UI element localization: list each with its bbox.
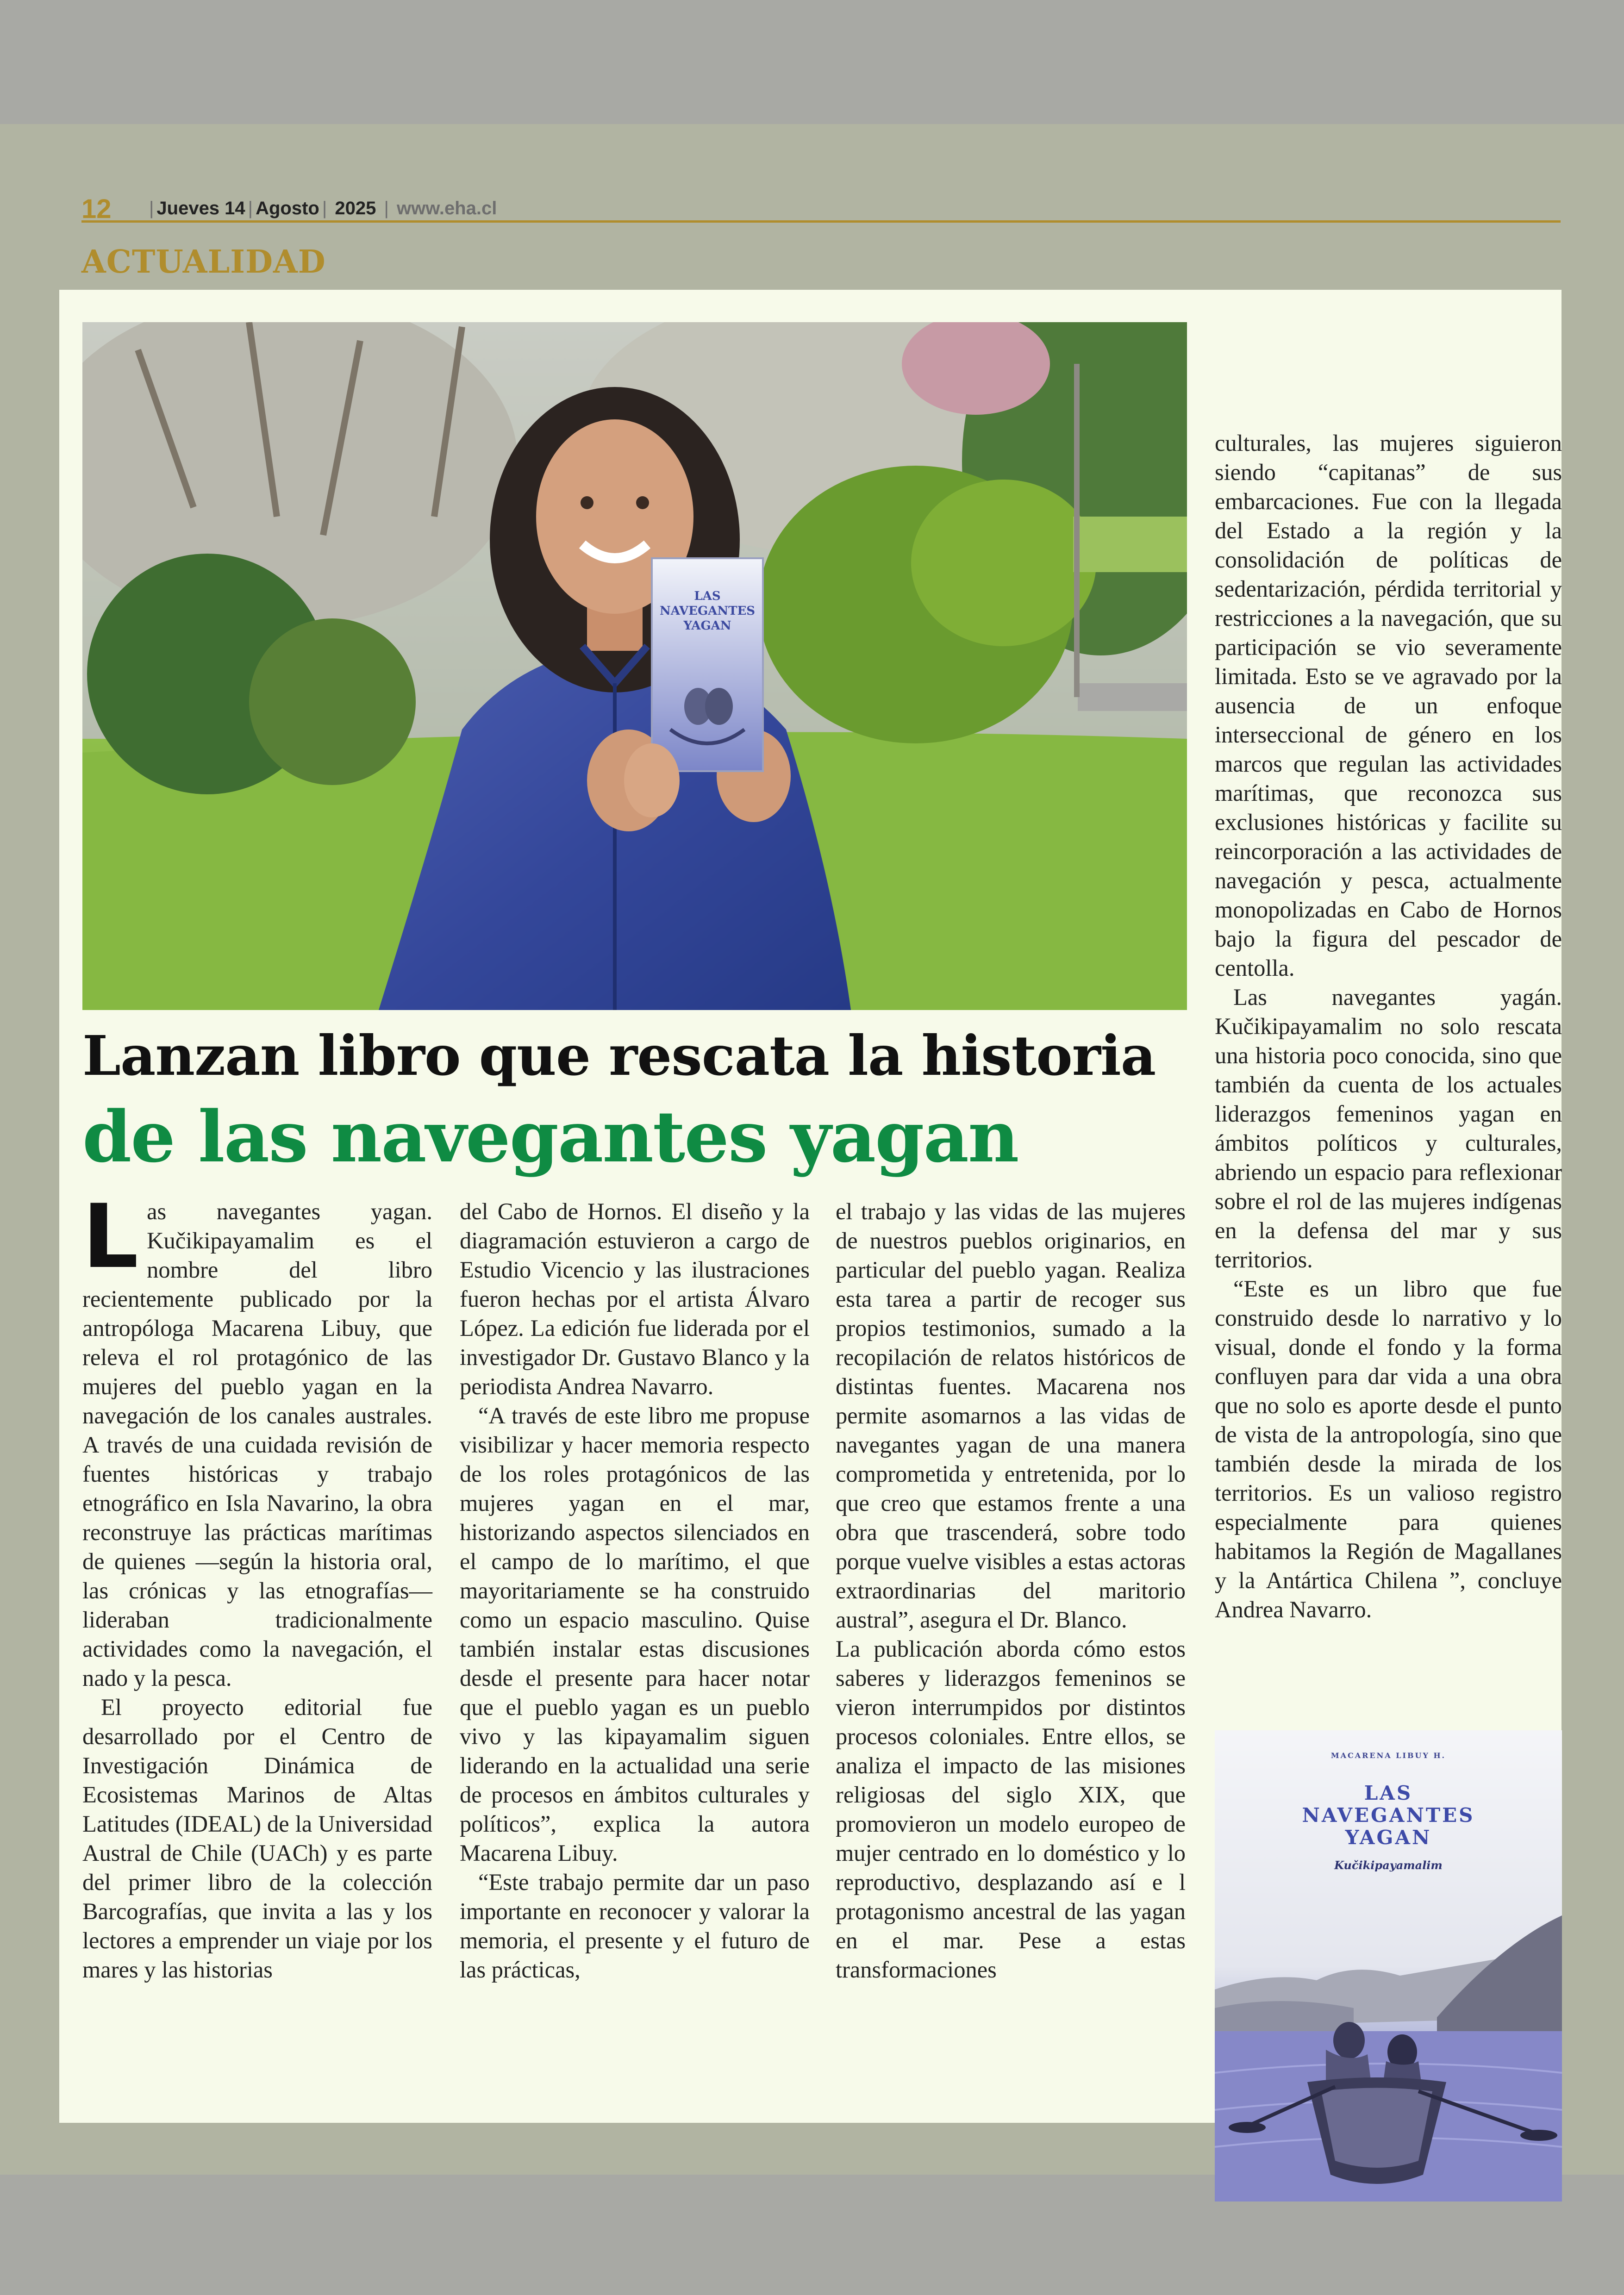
cover-author: MACARENA LIBUY H. xyxy=(1330,1751,1446,1760)
header-meta: | Jueves 14 | Agosto | 2025 | www.eha.cl xyxy=(149,198,497,218)
held-book-title-3: YAGAN xyxy=(683,619,731,633)
cover-subtitle: Kučikipayamalim xyxy=(1334,1858,1443,1872)
col1-paragraph-2: El proyecto editorial fue desarrollado por el Centro de Investigación Dinámica de Ecosistemas Marinos de Altas Latitudes (IDEAL) de la Universidad Austral de Chile (UACh) y es parte del primer libro de la colección Barcografías, que invita a las y los lectores a emprender un viaje por los mares y las historias xyxy=(82,1694,432,1983)
col1-paragraph-1: as navegantes yagan. Kučikipayamalim es el nombre del libro recientemente publicado por la antropóloga Macarena Libuy, que releva el rol protagónico de las mujeres del pueblo yagan en la navegación de los canales australes. A través de una cuidada revisión de fuentes históricas y trabajo etnográfico en Isla Navarino, la obra reconstruye las prácticas marítimas de quienes —según la historia oral, las crónicas y las etnografías— lideraban tradicionalmente actividades como la navegación, el nado y la pesca. xyxy=(82,1198,432,1691)
col4-paragraph-3: “Este es un libro que fue construido desde lo narrativo y lo visual, donde el fondo y la forma confluyen para dar vida a una obra que no solo es aporte desde el punto de vista de la antropología, sino que también desde la mirada de los territorios. Es un valioso registro especialmente para quienes habitamos la Región de Magallanes y la Antártica Chilena ”, concluye Andrea Navarro. xyxy=(1215,1276,1562,1622)
header-day: Jueves 14 xyxy=(156,198,245,218)
headline-line-2: de las navegantes yagan xyxy=(82,1095,1018,1178)
header-year: 2025 xyxy=(335,198,376,218)
article-panel xyxy=(59,290,1562,2123)
held-book xyxy=(652,558,763,771)
held-book-title-1: LAS xyxy=(694,589,721,603)
cover-title-3: YAGAN xyxy=(1345,1826,1432,1849)
col2-paragraph-2: “A través de este libro me propuse visibilizar y hacer memoria respecto de los roles protagónicos de las mujeres yagan en el mar, historizando aspectos silenciados en el campo de lo marítimo, el que mayoritariamente se ha construido como un espacio masculino. Quise también instalar estas discusiones desde el presente para hacer notar que el pueblo yagan es un pueblo vivo y las kipayamalim siguen liderando en la actualidad una serie de procesos en ámbitos culturales y políticos”, explica la autora Macarena Libuy. xyxy=(460,1403,810,1866)
article-column-3 xyxy=(836,1197,1186,2104)
cover-title-2: NAVEGANTES xyxy=(1302,1804,1475,1827)
col3-paragraph-2: La publicación aborda cómo estos saberes y liderazgos femeninos se vieron interrumpidos por distintos procesos coloniales. Entre ellos, se analiza el impacto de las misiones religiosas del siglo XIX, que promovieron un modelo europeo de mujer centrado en lo doméstico y lo reproductivo, desplazando así e l protagonismo ancestral de las yagan en el mar. Pese a estas transformaciones xyxy=(836,1636,1186,1983)
book-cover-image xyxy=(1215,1730,1562,2201)
col4-paragraph-1: culturales, las mujeres siguieron siendo “capitanas” de sus embarcaciones. Fue con la llegada del Estado a la región y la consolidación de políticas de sedentarización, pérdida territorial y restricciones a la navegación, que su participación se vio severamente limitada. Esto se ve agravado por la ausencia de un enfoque interseccional de género en los marcos que regulan las actividades marítimas, que reconozca sus exclusiones históricas y facilite su reincorporación a las actividades de navegación y pesca, actualmente monopolizadas en Cabo de Hornos bajo la figura del pescador de centolla. xyxy=(1215,430,1562,981)
article-column-4 xyxy=(1215,429,1562,1725)
held-book-title-2: NAVEGANTES xyxy=(659,604,756,618)
newspaper-page xyxy=(0,124,1624,2175)
page-number: 12 xyxy=(81,194,112,224)
article-photo xyxy=(82,322,1187,1010)
header-month: Agosto xyxy=(256,198,319,218)
drop-cap: L xyxy=(82,1185,139,1288)
cover-title-1: LAS xyxy=(1364,1782,1413,1804)
col2-paragraph-3: “Este trabajo permite dar un paso importante en reconocer y valorar la memoria, el presente y el futuro de las prácticas, xyxy=(460,1869,810,1983)
article-column-1 xyxy=(82,1185,432,2104)
article-column-2 xyxy=(460,1197,810,2104)
header-website[interactable]: www.eha.cl xyxy=(396,198,497,218)
headline-line-1: Lanzan libro que rescata la historia xyxy=(82,1023,1156,1088)
page-header xyxy=(81,193,1561,223)
col4-paragraph-2: Las navegantes yagán. Kučikipayamalim no solo rescata una historia poco conocida, sino que también da cuenta de los actuales liderazgos femeninos yagan en ámbitos políticos y culturales, abriendo un espacio para reflexionar sobre el rol de las mujeres indígenas en la defensa del mar y sus territorios. xyxy=(1215,984,1562,1272)
col2-paragraph-1: del Cabo de Hornos. El diseño y la diagramación estuvieron a cargo de Estudio Vicencio y las ilustraciones fueron hechas por el artista Álvaro López. La edición fue liderada por el investigador Dr. Gustavo Blanco y la periodista Andrea Navarro. xyxy=(460,1198,810,1399)
section-title: ACTUALIDAD xyxy=(81,243,326,281)
col3-paragraph-1: el trabajo y las vidas de las mujeres de nuestros pueblos originarios, en particular del pueblo yagan. Realiza esta tarea a partir de recoger sus propios testimonios, sumado a la recopilación de relatos históricos de distintas fuentes. Macarena nos permite asomarnos a las vidas de navegantes yagan de una manera comprometida y entretenida, por lo que creo que estamos frente a una obra que trascenderá, sobre todo porque vuelve visibles a estas actoras extraordinarias del maritorio austral”, asegura el Dr. Blanco. xyxy=(836,1198,1186,1633)
